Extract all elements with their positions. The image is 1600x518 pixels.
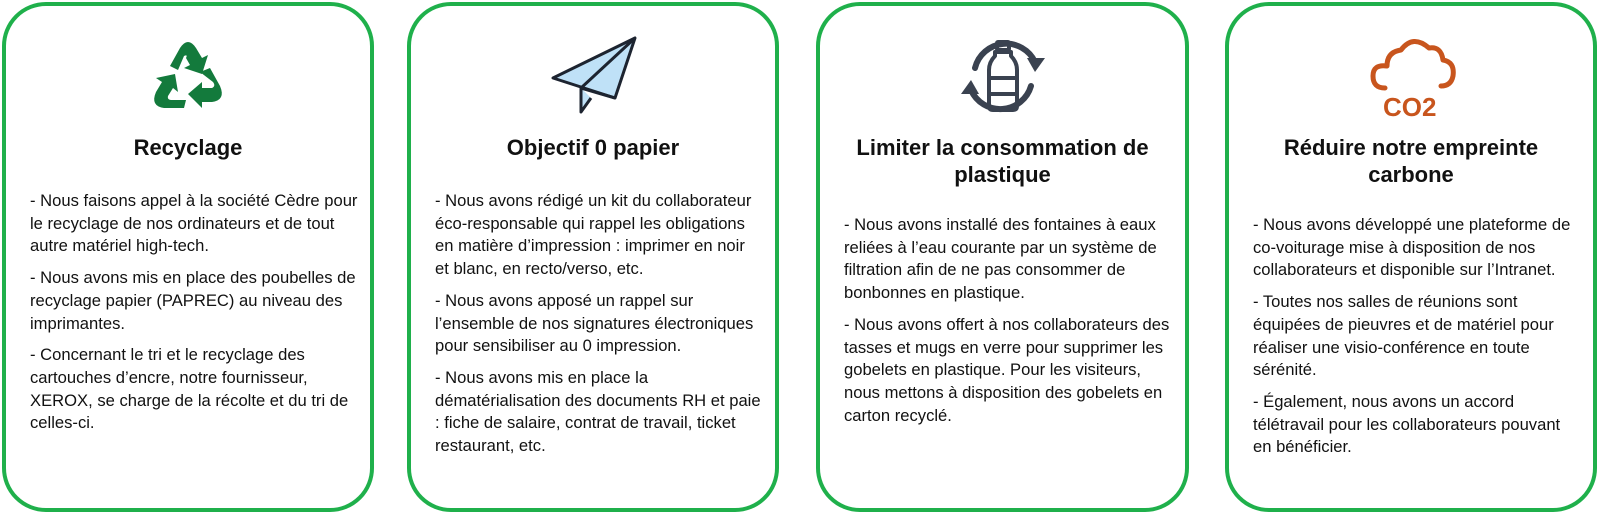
card-empreinte-carbone bbox=[1225, 2, 1597, 512]
card-paragraph: - Concernant le tri et le recyclage des cartouches d’encre, notre fournisseur, XEROX, se charge de la récolte et du tri de celles-ci. bbox=[30, 345, 349, 433]
paper-plane-icon bbox=[545, 28, 641, 124]
co2-icon-label: CO2 bbox=[1383, 92, 1437, 122]
co2-cloud-icon bbox=[1363, 28, 1459, 124]
card-body bbox=[844, 214, 1173, 436]
card-paragraph: - Toutes nos salles de réunions sont équipées de pieuvres et de matériel pour réaliser une visio-conférence en toute sérénité. bbox=[1253, 292, 1554, 380]
card-paragraph: - Nous faisons appel à la société Cèdre pour le recyclage de nos ordinateurs et de tout autre matériel high-tech. bbox=[30, 191, 358, 256]
card-objectif-zero-papier bbox=[407, 2, 779, 512]
card-title: Recyclage bbox=[133, 135, 243, 160]
card-title: Réduire notre empreinte carbone bbox=[1283, 135, 1539, 187]
card-title: Limiter la consommation de plastique bbox=[856, 135, 1149, 187]
card-limiter-plastique bbox=[816, 2, 1189, 512]
card-paragraph: - Nous avons installé des fontaines à eaux reliées à l’eau courante par un système de filtration afin de ne pas consommer de bonbonnes en plastique. bbox=[844, 215, 1157, 303]
recycle-icon bbox=[140, 28, 236, 124]
card-body bbox=[1253, 214, 1581, 468]
card-body bbox=[435, 190, 763, 467]
card-paragraph: - Nous avons rédigé un kit du collaborateur éco-responsable qui rappel les obligations en matière d’impression : imprimer en noir et blanc, en recto/verso, etc. bbox=[435, 191, 752, 279]
card-paragraph: - Nous avons mis en place la dématérialisation des documents RH et paie : fiche de salaire, contrat de travail, ticket restaurant, etc. bbox=[435, 367, 761, 456]
card-paragraph: - Nous avons apposé un rappel sur l’ensemble de nos signatures électroniques pour sensibiliser au 0 impression. bbox=[435, 290, 754, 356]
card-title: Objectif 0 papier bbox=[506, 135, 680, 160]
card-paragraph: - Également, nous avons un accord télétravail pour les collaborateurs pouvant en bénéficier. bbox=[1253, 391, 1561, 457]
plastic-bottle-recycle-icon bbox=[955, 28, 1051, 124]
card-recyclage bbox=[2, 2, 374, 512]
card-paragraph: - Nous avons développé une plateforme de co-voiturage mise à disposition de nos collaborateurs et disponible sur l’Intranet. bbox=[1253, 215, 1571, 280]
card-paragraph: - Nous avons offert à nos collaborateurs des tasses et mugs en verre pour supprimer les gobelets en plastique. Pour les visiteurs, nous mettons à disposition des gobelets en carton recyclé. bbox=[844, 314, 1170, 425]
card-body bbox=[30, 190, 358, 444]
card-paragraph: - Nous avons mis en place des poubelles de recyclage papier (PAPREC) au niveau des imprimantes. bbox=[30, 268, 356, 333]
